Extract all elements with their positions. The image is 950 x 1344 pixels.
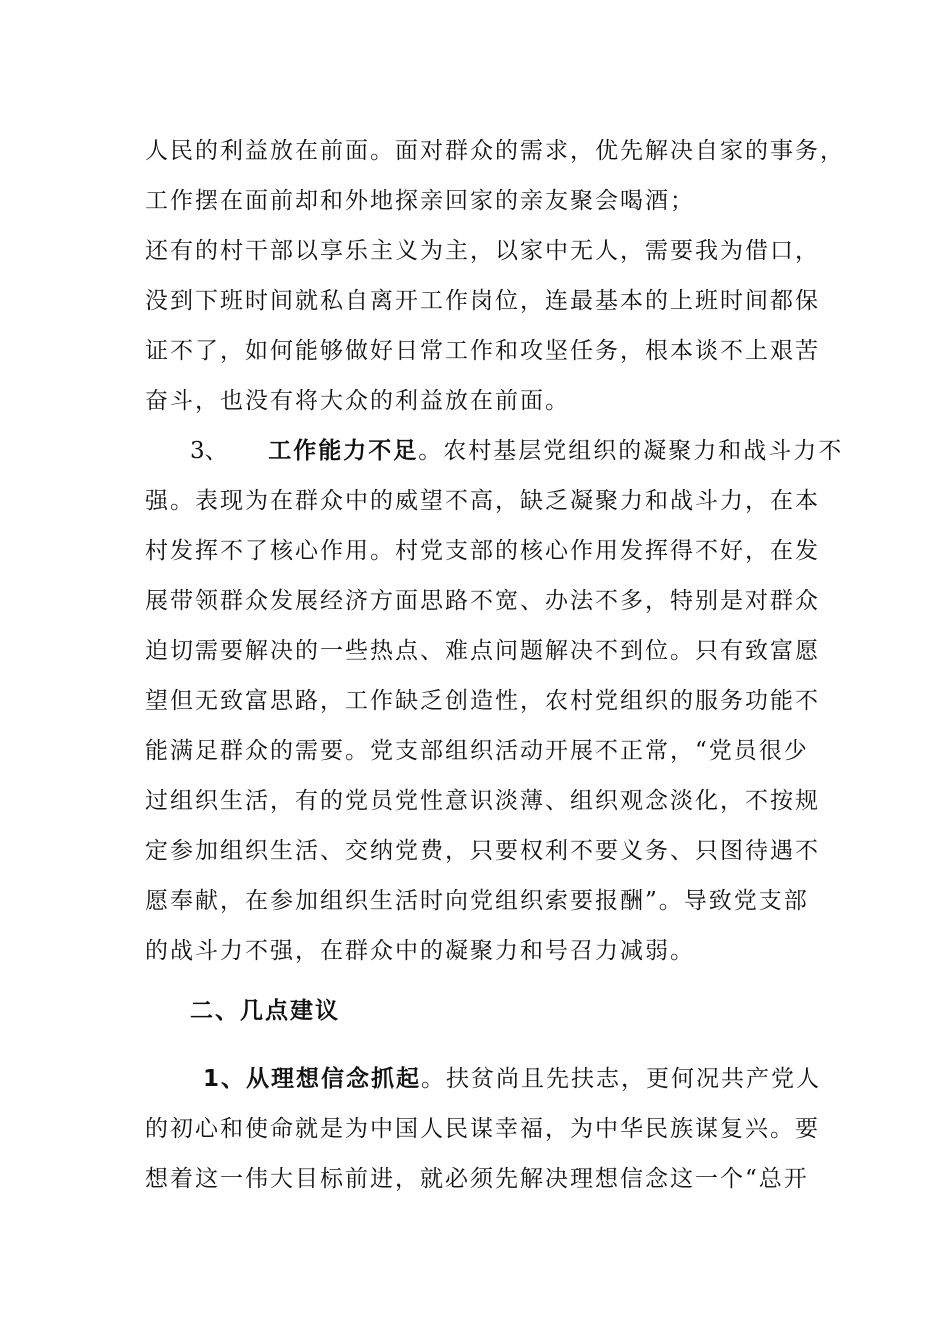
paragraph-line: 的初心和使命就是为中国人民谋幸福，为中华民族谋复兴。要 — [145, 1116, 820, 1142]
paragraph-line: 村发挥不了核心作用。村党支部的核心作用发挥得不好，在发 — [145, 538, 820, 564]
paragraph-line: 定参加组织生活、交纳党费，只要权利不要义务、只图待遇不 — [145, 838, 820, 864]
paragraph-line: 能满足群众的需要。党支部组织活动开展不正常，“党员很少 — [145, 738, 809, 764]
paragraph-line: 没到下班时间就私自离开工作岗位，连最基本的上班时间都保 — [145, 288, 820, 314]
section-heading: 二、几点建议 — [190, 998, 340, 1024]
paragraph-line: 迫切需要解决的一些热点、难点问题解决不到位。只有致富愿 — [145, 638, 820, 664]
paragraph-line — [190, 436, 843, 466]
paragraph-line: 工作摆在面前却和外地探亲回家的亲友聚会喝酒； — [145, 188, 695, 214]
paragraph-line: 证不了，如何能够做好日常工作和攻坚任务，根本谈不上艰苦 — [145, 338, 820, 364]
paragraph-line: 想着这一伟大目标前进，就必须先解决理想信念这一个“总开 — [145, 1166, 809, 1192]
paragraph-line: 奋斗，也没有将大众的利益放在前面。 — [145, 388, 570, 414]
item-heading: 工作能力不足 — [268, 438, 419, 464]
paragraph-line: 望但无致富思路，工作缺乏创造性，农村党组织的服务功能不 — [145, 688, 820, 714]
item-text: 。扶贫尚且先扶志，更何况共产党人 — [421, 1066, 822, 1092]
item-text: 。农村基层党组织的凝聚力和战斗力不 — [418, 438, 844, 464]
item-heading: 1、从理想信念抓起 — [203, 1066, 422, 1092]
paragraph-line: 强。表现为在群众中的威望不高，缺乏凝聚力和战斗力，在本 — [145, 488, 820, 514]
paragraph-line: 展带领群众发展经济方面思路不宽、办法不多，特别是对群众 — [145, 588, 820, 614]
paragraph-line — [203, 1064, 821, 1094]
paragraph-line: 的战斗力不强，在群众中的凝聚力和号召力减弱。 — [145, 938, 695, 964]
paragraph-line: 过组织生活，有的党员党性意识淡薄、组织观念淡化，不按规 — [145, 788, 820, 814]
paragraph-line: 还有的村干部以享乐主义为主，以家中无人，需要我为借口， — [145, 238, 820, 264]
paragraph-line: 愿奉献，在参加组织生活时向党组织索要报酬”。导致党支部 — [145, 888, 809, 914]
paragraph-line: 人民的利益放在前面。面对群众的需求，优先解决自家的事务， — [145, 138, 845, 164]
item-number: 3、 — [190, 438, 228, 464]
